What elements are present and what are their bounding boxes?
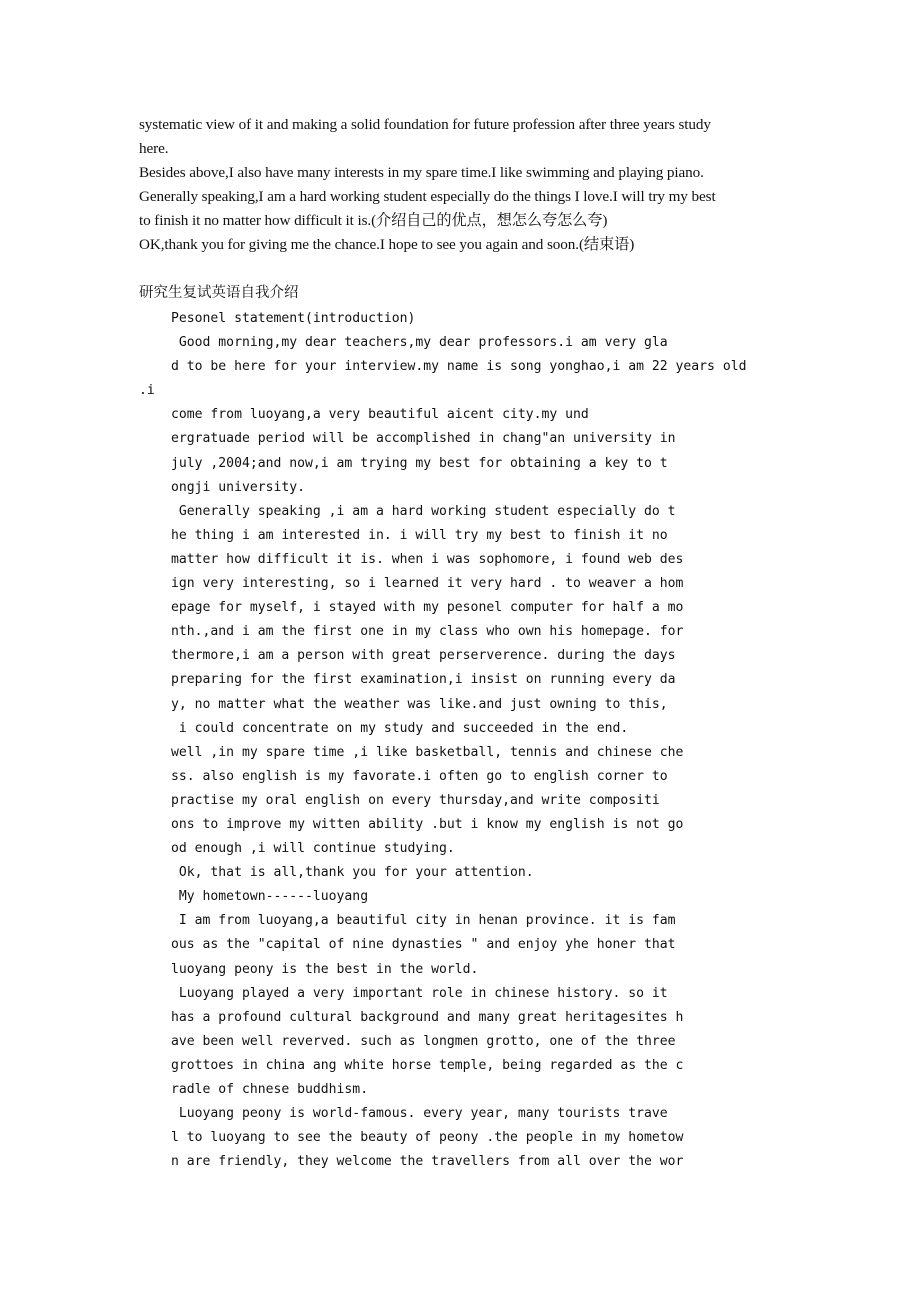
body-line: radle of chnese buddhism.	[171, 1082, 369, 1097]
text-line: Besides above,I also have many interests in my spare time.I like swimming and playing piano.	[139, 164, 704, 181]
section-heading: 研究生复试英语自我介绍	[139, 285, 299, 301]
body-line: d to be here for your interview.my name is song yonghao,i am 22 years old	[171, 359, 747, 375]
body-line: od enough ,i will continue studying.	[171, 841, 455, 857]
body-line: come from luoyang,a very beautiful aicent city.my und	[171, 407, 589, 423]
text-line: systematic view of it and making a solid foundation for future profession after three years study	[139, 116, 711, 133]
body-line: Ok, that is all,thank you for your attention.	[171, 865, 534, 881]
body-line: My hometown------luoyang	[171, 889, 369, 905]
body-line: l to luoyang to see the beauty of peony .the people in my hometow	[171, 1130, 684, 1146]
body-line: thermore,i am a person with great perserverence. during the days	[171, 648, 676, 664]
intro-conclusion-paragraphs	[139, 113, 789, 257]
body-line: ergratuade period will be accomplished in chang"an university in	[171, 431, 676, 447]
body-line: ongji university.	[171, 479, 306, 495]
body-line: y, no matter what the weather was like.and just owning to this,	[171, 696, 668, 712]
body-line: nth.,and i am the first one in my class who own his homepage. for	[171, 624, 684, 640]
body-line: ave been well reverved. such as longmen grotto, one of the three	[171, 1033, 676, 1049]
body-line: practise my oral english on every thursday,and write compositi	[171, 792, 660, 808]
body-line: luoyang peony is the best in the world.	[171, 961, 479, 977]
body-line: has a profound cultural background and many great heritagesites h	[171, 1009, 684, 1025]
body-line: .i	[139, 383, 155, 399]
body-line: Luoyang peony is world-famous. every year, many tourists trave	[171, 1106, 668, 1122]
body-line: preparing for the first examination,i insist on running every da	[171, 672, 676, 688]
body-line: matter how difficult it is. when i was sophomore, i found web des	[171, 551, 684, 567]
body-line: grottoes in china ang white horse temple, being regarded as the c	[171, 1057, 684, 1073]
body-line: ss. also english is my favorate.i often go to english corner to	[171, 768, 668, 784]
body-line: n are friendly, they welcome the travellers from all over the wor	[171, 1154, 684, 1170]
body-line: ons to improve my witten ability .but i know my english is not go	[171, 816, 684, 832]
text-line: OK,thank you for giving me the chance.I hope to see you again and soon.(结束语)	[139, 236, 635, 253]
body-line: ign very interesting, so i learned it very hard . to weaver a hom	[171, 576, 684, 592]
text-line: Generally speaking,I am a hard working student especially do the things I love.I will try my best	[139, 188, 716, 205]
body-line: Pesonel statement(introduction)	[171, 311, 416, 326]
personal-statement-body	[139, 307, 799, 1174]
body-line: Luoyang played a very important role in chinese history. so it	[171, 985, 668, 1001]
body-line: july ,2004;and now,i am trying my best for obtaining a key to t	[171, 455, 668, 471]
body-line: well ,in my spare time ,i like basketball, tennis and chinese che	[171, 744, 684, 760]
body-line: ous as the "capital of nine dynasties " and enjoy yhe honer that	[171, 937, 676, 953]
body-line: epage for myself, i stayed with my pesonel computer for half a mo	[171, 600, 684, 616]
text-line: here.	[139, 140, 169, 157]
text-line: to finish it no matter how difficult it is.(介绍自己的优点，想怎么夸怎么夸)	[139, 212, 608, 229]
body-line: he thing i am interested in. i will try my best to finish it no	[171, 527, 668, 543]
body-line: I am from luoyang,a beautiful city in henan province. it is fam	[171, 913, 676, 929]
body-line: Good morning,my dear teachers,my dear professors.i am very gla	[171, 335, 668, 351]
body-line: Generally speaking ,i am a hard working student especially do t	[171, 503, 676, 519]
body-line: i could concentrate on my study and succeeded in the end.	[171, 720, 629, 736]
